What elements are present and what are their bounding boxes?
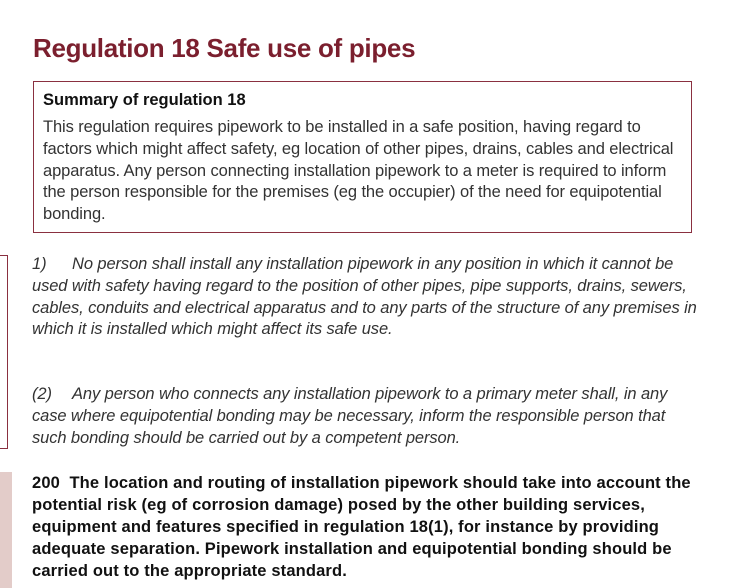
- guidance-number: 200: [32, 474, 60, 492]
- page-title: Regulation 18 Safe use of pipes: [33, 33, 416, 63]
- guidance-paragraph-200: [32, 472, 712, 582]
- regulation-paragraph-2-number: (2): [32, 385, 52, 403]
- regulation-paragraph-2: [32, 384, 702, 449]
- summary-body: This regulation requires pipework to be installed in a safe position, having regard to factors which might affect safety, eg location of other pipes, drains, cables and electrical apparatus. Any person connecting installation pipework to a meter is required to inform the person responsible for the premises (eg the occupier) of the need for equipotential bonding.: [43, 118, 674, 224]
- summary-heading: Summary of regulation 18: [43, 91, 246, 109]
- regulation-paragraph-1: [32, 254, 702, 341]
- summary-box: [33, 81, 692, 233]
- guidance-text: The location and routing of installation pipework should take into account the potential risk (eg of corrosion damage) posed by the other building services, equipment and features specified in regulation 18(1), for instance by providing adequate separation. Pipework installation and equipotential bonding should be carried out to the appropriate standard.: [32, 474, 691, 580]
- guidance-margin-bar: [0, 472, 12, 588]
- regulation-paragraph-1-number: 1): [32, 255, 47, 273]
- regulation-margin-bracket: [0, 255, 8, 449]
- regulation-paragraph-2-text: Any person who connects any installation pipework to a primary meter shall, in any case where equipotential bonding may be necessary, inform the responsible person that such bonding should be carried out by a competent person.: [32, 385, 668, 447]
- regulation-paragraph-1-text: No person shall install any installation pipework in any position in which it cannot be used with safety having regard to the position of other pipes, pipe supports, drains, sewers, cables, conduits and electrical apparatus and to any parts of the structure of any premises in which it is installed which might affect its safe use.: [32, 255, 697, 339]
